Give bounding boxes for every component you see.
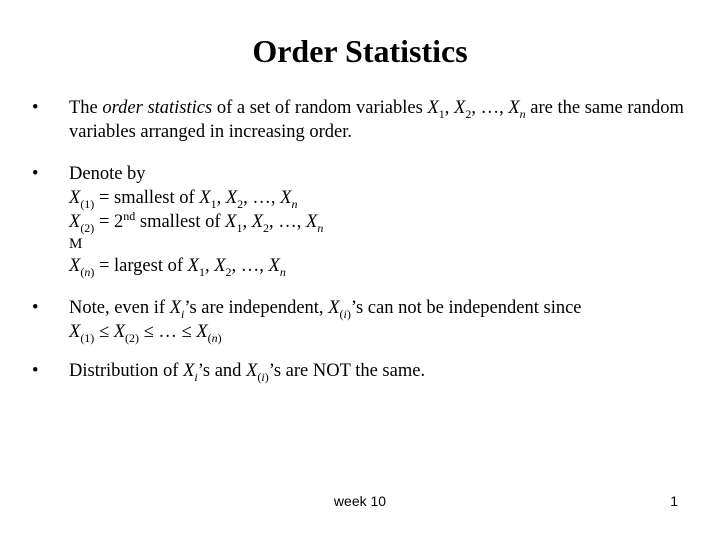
bullet-order-statistics-definition [32, 96, 692, 144]
slide-footer: week 10 [333, 493, 387, 509]
bullet-denote-by [32, 162, 692, 278]
page-number: 1 [670, 493, 678, 509]
bullet-note-independence [32, 296, 692, 344]
bullet-text: Distribution of $X_i’s$ and $X_{(i)}’s$ are NOT the same. [69, 361, 426, 384]
bullet-dot: • [32, 98, 39, 118]
denote-second-smallest-line: $X_{(2)} = 2nd$ smallest of $X_1$, $X_2$, …, $X_n$ [69, 209, 324, 235]
bullet-text [69, 162, 692, 278]
note-line-1: Note, even if $X_i’s$ are independent, $X_{(i)}’s$ can not be independent since [69, 298, 582, 321]
note-line-2: $X_{(1)} \le X_{(2)}$ ≤ … ≤ $X_{(n)}$ [69, 322, 222, 345]
bullet-distribution [32, 359, 692, 383]
bullet-dot: • [32, 361, 39, 381]
denote-intro: Denote by [69, 164, 146, 184]
vertical-dots: M [69, 236, 83, 252]
denote-smallest-line: $X_{(1)}$ = smallest of $X_1$, $X_2$, …, $X_n$ [69, 188, 298, 211]
denote-largest-line: $X_{(n)}$ = largest of $X_1$, $X_2$, …, $X_n$ [69, 256, 286, 279]
bullet-dot: • [32, 164, 39, 184]
slide-title: Order Statistics [252, 33, 468, 69]
bullet-dot: • [32, 298, 39, 318]
bullet-text: The order statistics of a set of random variables $X_1$, $X_2$, …, $X_n$ are the same random variables arranged in increasing order. [69, 98, 684, 142]
bullet-text [69, 296, 692, 344]
